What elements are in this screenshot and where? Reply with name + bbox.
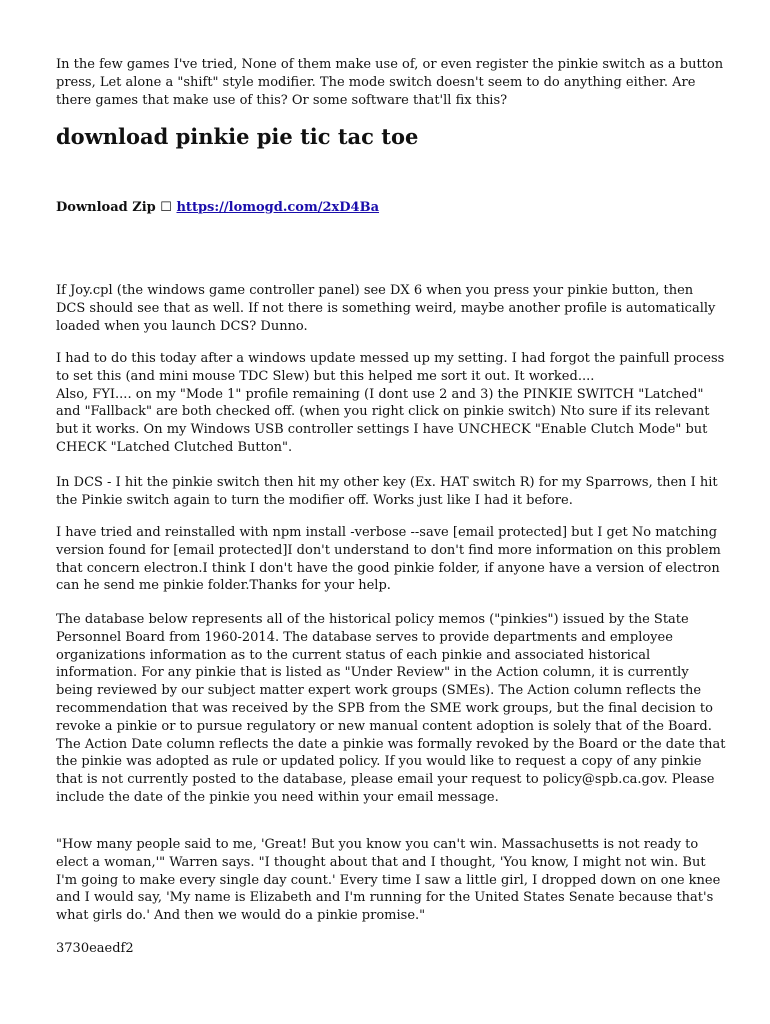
footer-code: 3730eaedf2 (56, 941, 134, 956)
intro-line-2: press, Let alone a "shift" style modifier. The mode switch doesn't seem to do anything either. Are (56, 74, 696, 90)
paragraph-dcs: In DCS - I hit the pinkie switch then hit my other key (Ex. HAT switch R) for my Sparrows, then I hit the Pinkie switch again to turn the modifier off. Works just like I had it before. (56, 475, 718, 508)
download-label: Download Zip (56, 200, 156, 215)
paragraph-npm: I have tried and reinstalled with npm install -verbose --save [email protected] but I get No matching version found for [email protected]I don't understand to don't find more information on this problem that concern electron.I think I don't have the good pinkie folder, if anyone have a version of electron can he send me pinkie folder.Thanks for your help. (56, 525, 721, 594)
intro-line-1: In the few games I've tried, None of them make use of, or even register the pinkie switch as a button (56, 57, 724, 72)
paragraph-database: The database below represents all of the historical policy memos ("pinkies") issued by the State Personnel Board from 1960-2014. The database serves to provide departments and employee organizations information as to the current status of each pinkie and associated historical information. For any pinkie that is listed as "Under Review" in the Action column, it is currently being reviewed by our subject matter expert work groups (SMEs). The Action column reflects the recommendation that was received by the SPB from the SME work groups, but the final decision to revoke a pinkie or to pursue regulatory or new manual content adoption is solely that of the Board. The Action Date column reflects the date a pinkie was formally revoked by the Board or the date that the pinkie was adopted as rule or updated policy. If you would like to request a copy of any pinkie that is not currently posted to the database, please email your request to policy@spb.ca.gov. Please include the date of the pinkie you need within your email message. (56, 612, 726, 805)
paragraph-quote: "How many people said to me, 'Great! But you know you can't win. Massachusetts is not ready to elect a woman,'" Warren says. "I thought about that and I thought, 'You know, I might not win. But I'm going to make every single day count.' Every time I saw a little girl, I dropped down on one knee and I would say, 'My name is Elizabeth and I'm running for the United States Senate because that's what girls do.' And then we would do a pinkie promise." (56, 837, 721, 924)
intro-line-3: there games that make use of this? Or some software that'll fix this? (56, 92, 508, 108)
intro-paragraph (56, 56, 724, 109)
box-glyph-icon: ☐ (160, 200, 172, 215)
download-line (56, 199, 379, 217)
download-link[interactable]: https://lomogd.com/2xD4Ba (176, 200, 380, 215)
page-title: download pinkie pie tic tac toe (56, 124, 419, 149)
paragraph-joycpl: If Joy.cpl (the windows game controller panel) see DX 6 when you press your pinkie button, then DCS should see that as well. If not there is something weird, maybe another profile is automatically loaded when you launch DCS? Dunno. (56, 283, 716, 334)
paragraph-windows-update: I had to do this today after a windows update messed up my setting. I had forgot the painfull process to set this (and mini mouse TDC Slew) but this helped me sort it out. It worked.... Also, FYI.... on my "Mode 1" profile remaining (I dont use 2 and 3) the PINKIE SWITCH "Latched" and "Fallback" are both checked off. (when you right click on pinkie switch) Nto sure if its relevant but it works. On my Windows USB controller settings I have UNCHECK "Enable Clutch Mode" but CHECK "Latched Clutched Button". (56, 351, 725, 455)
